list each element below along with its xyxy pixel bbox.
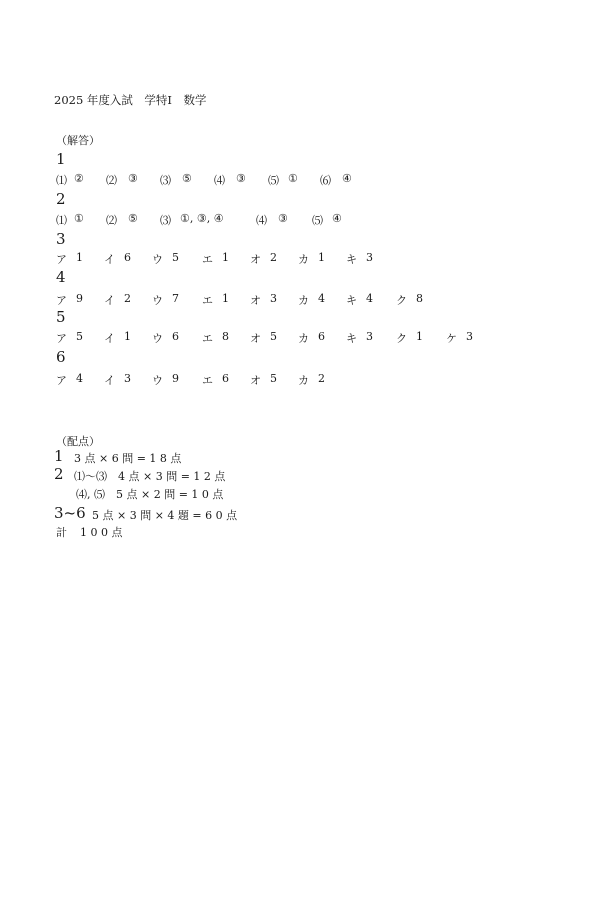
item-label: ⑴ <box>56 214 67 227</box>
item-value: 3 <box>124 372 131 385</box>
item-value: ④ <box>342 172 352 185</box>
item-value: ① <box>74 212 84 225</box>
section-number-2: 2 <box>56 190 66 208</box>
scoring-text-2b: ⑷, ⑸ 5 点 × 2 問 = 1 0 点 <box>76 488 224 501</box>
item-value: 5 <box>270 330 277 343</box>
answers-heading: （解答） <box>56 134 100 147</box>
item-label: ウ <box>152 332 163 345</box>
section-number-6: 6 <box>56 348 66 366</box>
item-value: 5 <box>76 330 83 343</box>
item-value: 7 <box>172 292 179 305</box>
document-title: 2025 年度入試 学特Ⅰ 数学 <box>54 93 207 107</box>
item-label: イ <box>104 374 115 387</box>
item-label: ⑶ <box>160 174 171 187</box>
item-label: ア <box>56 253 67 266</box>
item-value: 6 <box>124 251 131 264</box>
item-label: ⑹ <box>320 174 331 187</box>
total-text: 1 0 0 点 <box>80 526 123 539</box>
item-value: 4 <box>366 292 373 305</box>
item-value: 8 <box>222 330 229 343</box>
scoring-heading: （配点） <box>56 435 100 448</box>
item-label: ⑵ <box>106 214 117 227</box>
scoring-text-1: 3 点 × 6 問 = 1 8 点 <box>74 452 182 465</box>
item-value: ① <box>288 172 298 185</box>
item-label: ⑸ <box>312 214 323 227</box>
item-label: ク <box>396 332 407 345</box>
item-label: カ <box>298 332 309 345</box>
scoring-number-1: 1 <box>54 447 64 465</box>
item-label: ⑷ <box>214 174 225 187</box>
item-value: ③ <box>128 172 138 185</box>
item-value: 6 <box>172 330 179 343</box>
scoring-text-3-6: 5 点 × 3 問 × 4 題 = 6 0 点 <box>92 509 238 522</box>
item-value: 1 <box>222 292 229 305</box>
item-value: 6 <box>318 330 325 343</box>
item-value: 2 <box>318 372 325 385</box>
item-label: オ <box>250 374 261 387</box>
section-number-1: 1 <box>56 150 66 168</box>
item-label: ⑶ <box>160 214 171 227</box>
item-label: ア <box>56 374 67 387</box>
item-value: 2 <box>124 292 131 305</box>
item-label: イ <box>104 294 115 307</box>
item-value: 1 <box>124 330 131 343</box>
section-2-answer-row <box>56 212 576 228</box>
item-label: キ <box>346 294 357 307</box>
section-5-answer-row <box>56 330 586 346</box>
item-value: 4 <box>318 292 325 305</box>
item-label: ⑷ <box>256 214 267 227</box>
item-value: 9 <box>172 372 179 385</box>
item-label: イ <box>104 332 115 345</box>
scoring-text-2a: ⑴～⑶ 4 点 × 3 問 = 1 2 点 <box>74 470 226 483</box>
item-value: 4 <box>76 372 83 385</box>
item-label: ウ <box>152 253 163 266</box>
item-value: ①, ③, ④ <box>180 212 224 225</box>
item-value: 6 <box>222 372 229 385</box>
item-value: 8 <box>416 292 423 305</box>
section-number-4: 4 <box>56 268 66 286</box>
item-value: 1 <box>222 251 229 264</box>
item-value: ④ <box>332 212 342 225</box>
item-value: ③ <box>236 172 246 185</box>
item-value: ⑤ <box>128 212 138 225</box>
item-label: ア <box>56 332 67 345</box>
item-label: キ <box>346 332 357 345</box>
item-value: 1 <box>416 330 423 343</box>
item-label: カ <box>298 294 309 307</box>
item-label: ウ <box>152 374 163 387</box>
item-label: カ <box>298 253 309 266</box>
section-number-5: 5 <box>56 308 66 326</box>
item-label: ⑴ <box>56 174 67 187</box>
item-label: ア <box>56 294 67 307</box>
item-label: ウ <box>152 294 163 307</box>
item-value: 1 <box>318 251 325 264</box>
item-value: 3 <box>466 330 473 343</box>
item-label: エ <box>202 253 213 266</box>
item-label: エ <box>202 294 213 307</box>
item-label: イ <box>104 253 115 266</box>
item-label: ⑸ <box>268 174 279 187</box>
item-label: オ <box>250 294 261 307</box>
item-label: オ <box>250 332 261 345</box>
item-value: 5 <box>172 251 179 264</box>
section-4-answer-row <box>56 292 576 308</box>
item-label: ⑵ <box>106 174 117 187</box>
section-1-answer-row <box>56 172 576 188</box>
item-label: エ <box>202 332 213 345</box>
section-number-3: 3 <box>56 230 66 248</box>
section-6-answer-row <box>56 372 576 388</box>
item-label: ク <box>396 294 407 307</box>
item-value: ⑤ <box>182 172 192 185</box>
item-label: ケ <box>446 332 457 345</box>
item-label: エ <box>202 374 213 387</box>
item-value: 5 <box>270 372 277 385</box>
scoring-number-2: 2 <box>54 465 64 483</box>
item-value: 1 <box>76 251 83 264</box>
item-label: カ <box>298 374 309 387</box>
item-value: ③ <box>278 212 288 225</box>
scoring-number-3-6: 3~6 <box>54 504 86 522</box>
item-value: 3 <box>270 292 277 305</box>
item-label: キ <box>346 253 357 266</box>
item-value: 3 <box>366 251 373 264</box>
item-value: 2 <box>270 251 277 264</box>
section-3-answer-row <box>56 251 576 267</box>
item-value: 9 <box>76 292 83 305</box>
item-label: オ <box>250 253 261 266</box>
item-value: ② <box>74 172 84 185</box>
item-value: 3 <box>366 330 373 343</box>
total-label: 計 <box>56 526 67 539</box>
